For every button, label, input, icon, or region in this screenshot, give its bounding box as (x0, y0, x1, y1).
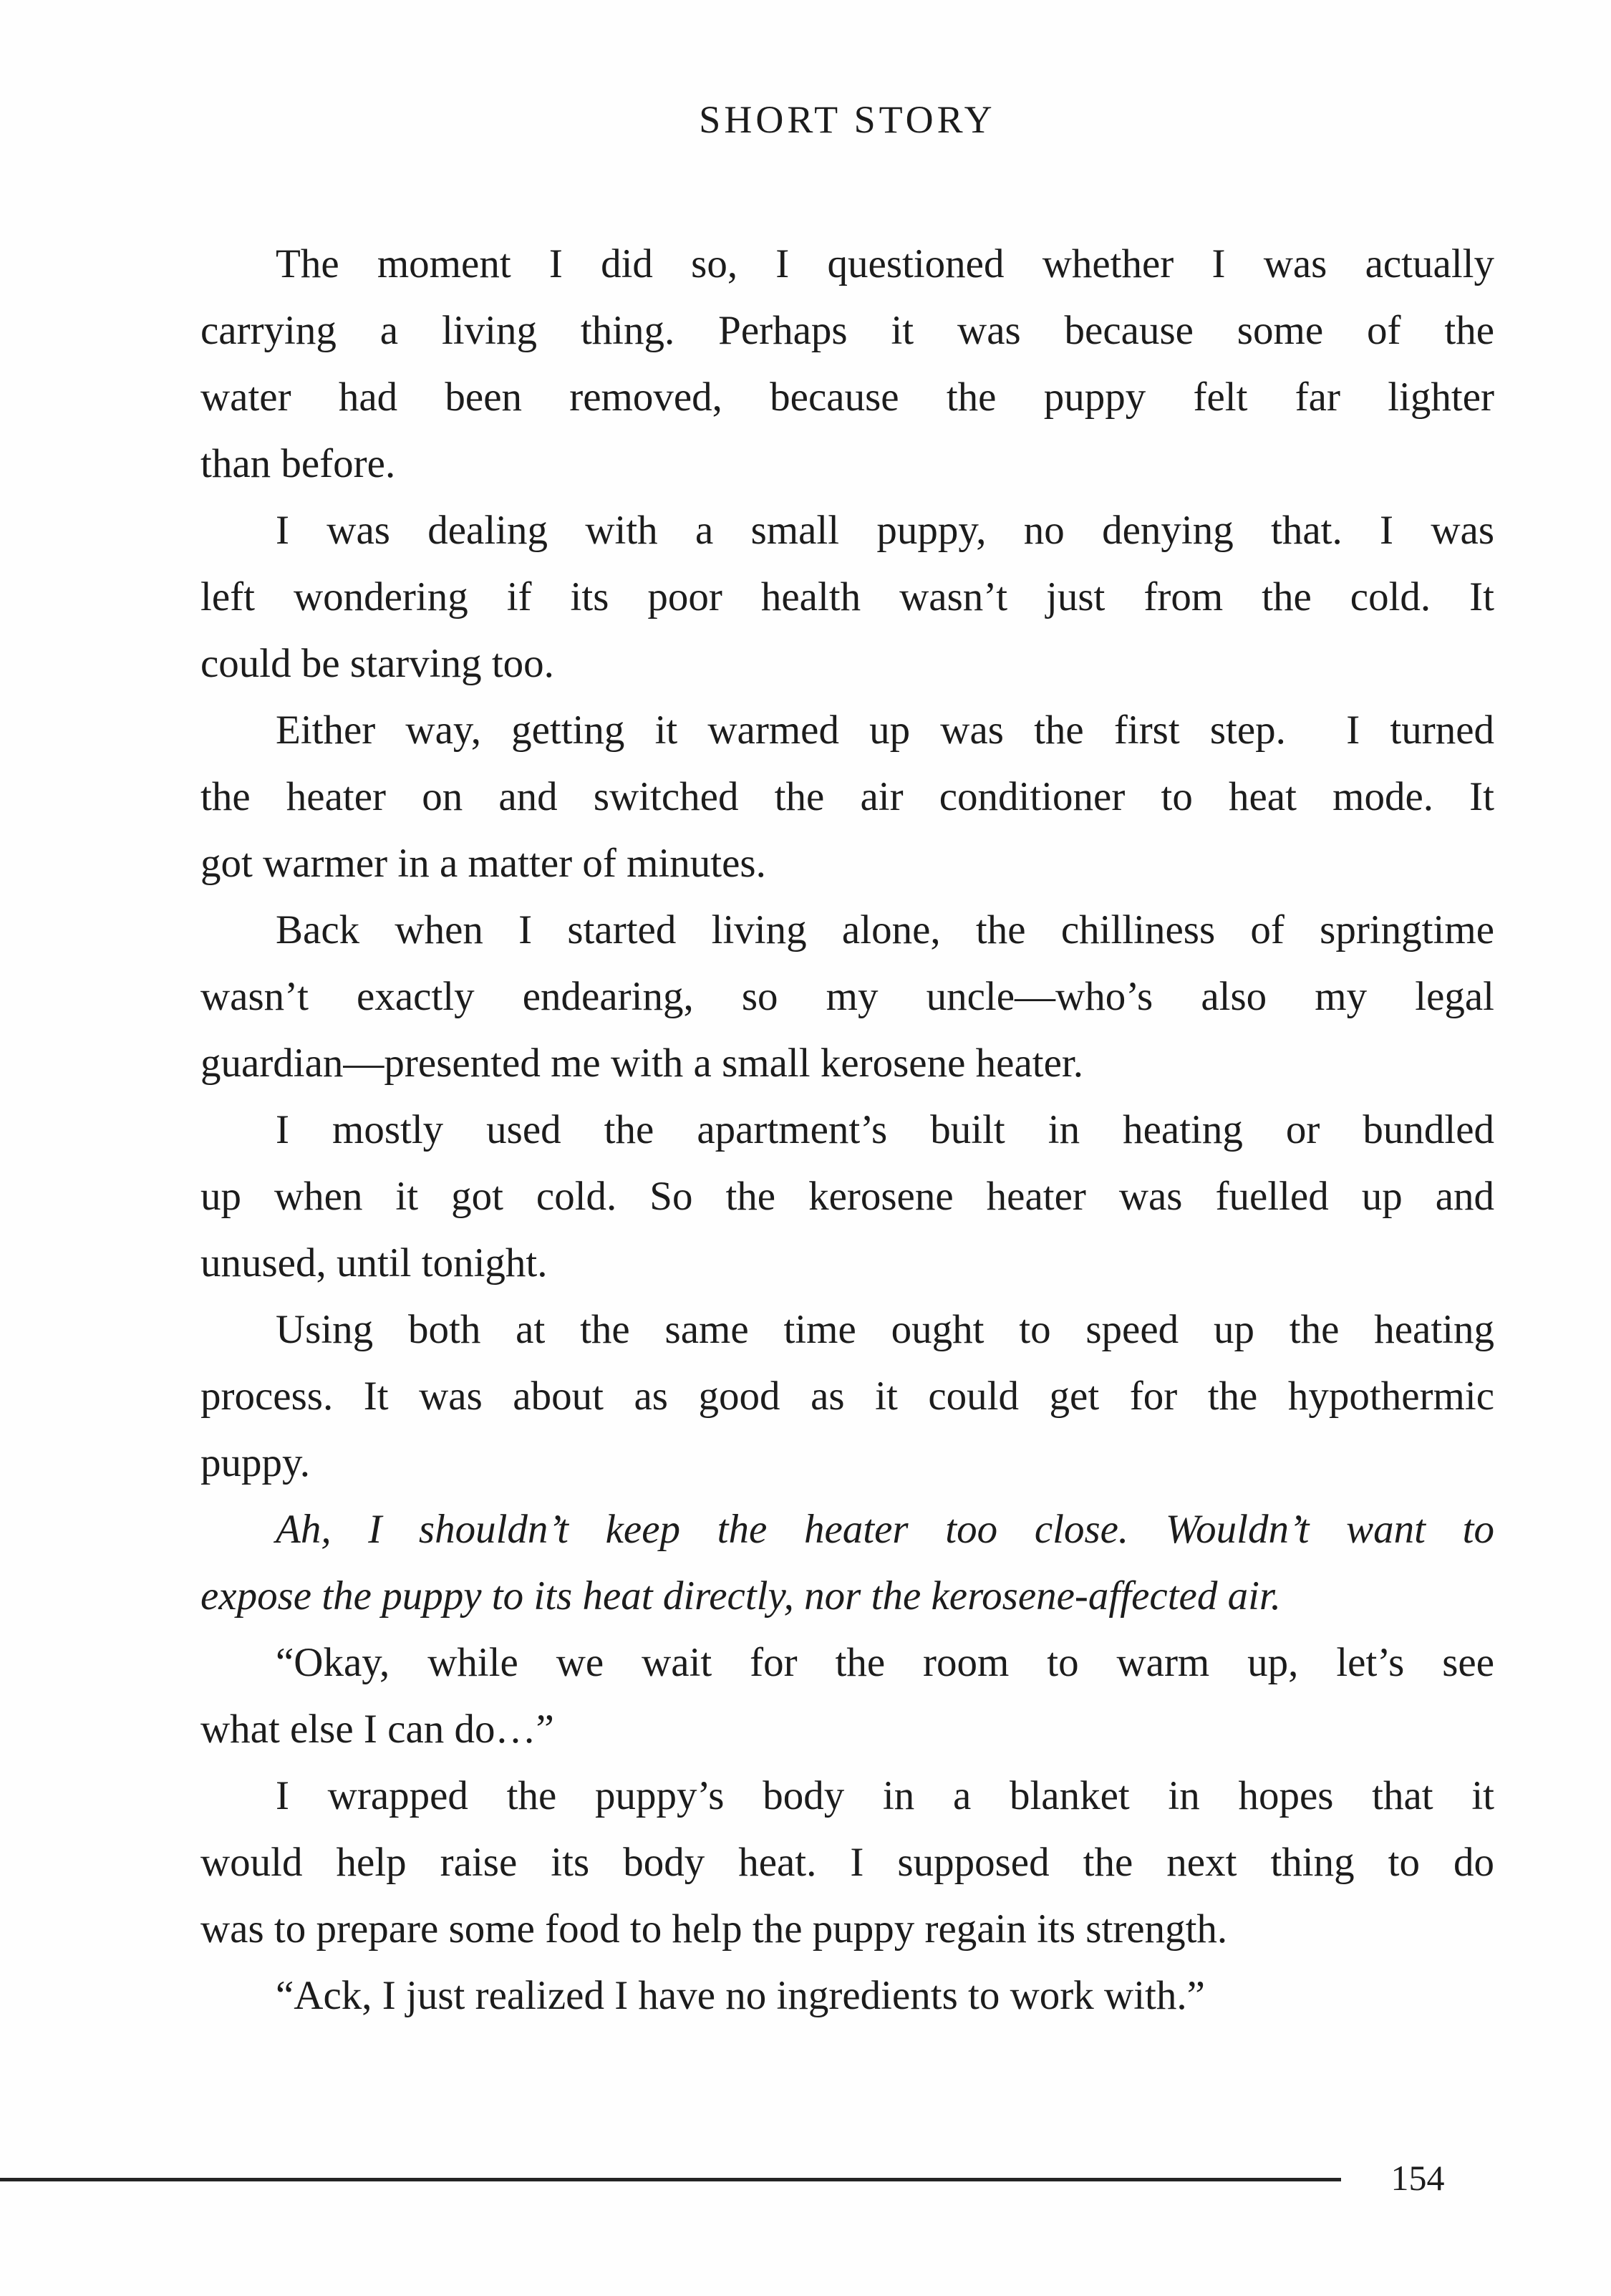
text-line: Back when I started living alone, the chilliness of springtime (276, 907, 1494, 952)
text-line: up when it got cold. So the kerosene heater was fuelled up and (200, 1174, 1494, 1219)
text-line: the heater on and switched the air conditioner to heat mode. It (200, 774, 1494, 819)
text-line: Using both at the same time ought to speed up the heating (276, 1307, 1494, 1352)
text-line: water had been removed, because the puppy felt far lighter (200, 375, 1494, 420)
page-number: 154 (1390, 2158, 1445, 2198)
text-line: The moment I did so, I questioned whether I was actually (276, 241, 1494, 286)
text-line: left wondering if its poor health wasn’t just from the cold. It (200, 574, 1494, 619)
story-text (200, 231, 1494, 2029)
text-line: puppy. (200, 1440, 311, 1485)
text-line: wasn’t exactly endearing, so my uncle—who’s also my legal (200, 974, 1494, 1019)
text-line: I was dealing with a small puppy, no denying that. I was (276, 508, 1494, 553)
text-line: was to prepare some food to help the puppy regain its strength. (200, 1906, 1228, 1952)
text-line: “Ack, I just realized I have no ingredients to work with.” (276, 1973, 1205, 2018)
footer-rule (0, 2178, 1341, 2181)
text-line: expose the puppy to its heat directly, nor the kerosene-affected air. (200, 1573, 1282, 1619)
running-header (200, 99, 1494, 140)
text-line: unused, until tonight. (200, 1240, 548, 1286)
text-line: I mostly used the apartment’s built in heating or bundled (276, 1107, 1494, 1152)
text-line: guardian—presented me with a small kerosene heater. (200, 1041, 1083, 1086)
text-line: got warmer in a matter of minutes. (200, 841, 766, 886)
text-line: process. It was about as good as it could get for the hypothermic (200, 1374, 1494, 1419)
section-title: SHORT STORY (699, 98, 996, 141)
text-line: Either way, getting it warmed up was the first step. I turned (276, 708, 1494, 753)
text-line: would help raise its body heat. I supposed the next thing to do (200, 1840, 1494, 1885)
text-line: “Okay, while we wait for the room to warm up, let’s see (276, 1640, 1494, 1685)
text-line: than before. (200, 441, 396, 486)
text-line: Ah, I shouldn’t keep the heater too close. Wouldn’t want to (276, 1507, 1494, 1552)
text-line: I wrapped the puppy’s body in a blanket in hopes that it (276, 1773, 1494, 1818)
text-line: could be starving too. (200, 641, 554, 686)
text-line: carrying a living thing. Perhaps it was because some of the (200, 308, 1494, 353)
text-line: what else I can do…” (200, 1707, 554, 1752)
